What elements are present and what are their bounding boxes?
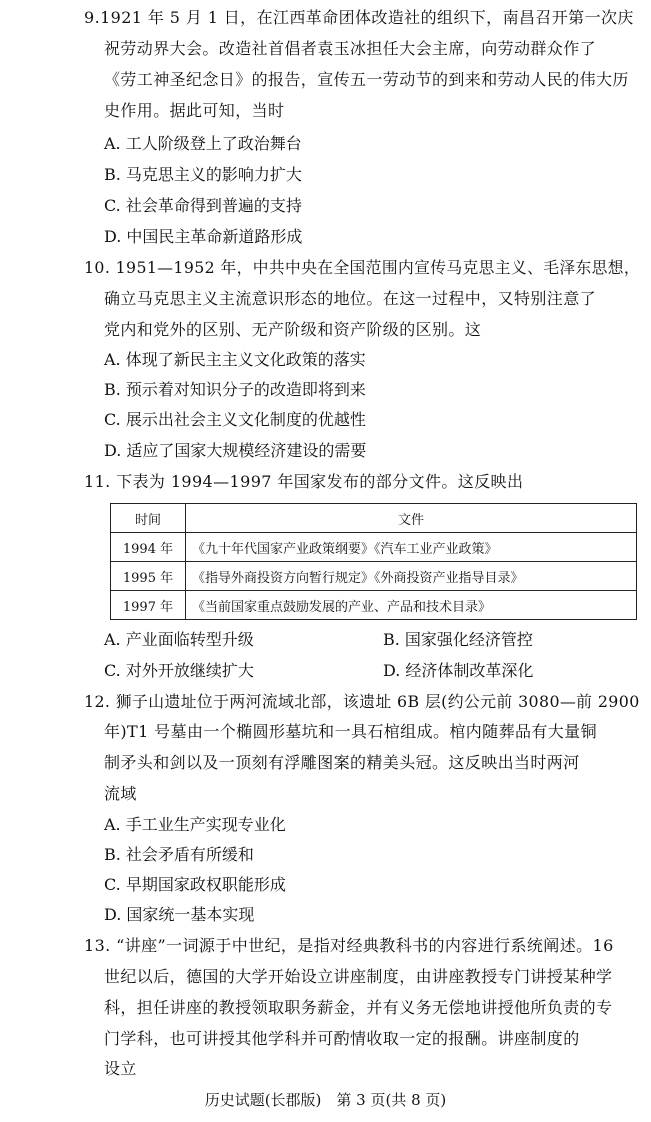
- documents-table: [110, 503, 637, 620]
- table-cell: 1994 年: [111, 533, 186, 562]
- question-line: 党内和党外的区别、无产阶级和资产阶级的区别。这: [104, 320, 482, 339]
- table-cell: 1995 年: [111, 562, 186, 591]
- option-b: B. 马克思主义的影响力扩大: [104, 165, 302, 184]
- option-d: D. 适应了国家大规模经济建设的需要: [104, 441, 367, 460]
- question-line: 流域: [104, 784, 137, 803]
- table-header-row: [111, 504, 637, 533]
- table-row: [111, 562, 637, 591]
- question-line: 门学科，也可讲授其他学科并可酌情收取一定的报酬。讲座制度的: [104, 1029, 580, 1048]
- table-cell: 《当前国家重点鼓励发展的产业、产品和技术目录》: [186, 591, 637, 620]
- question-line: 科，担任讲座的教授领取职务薪金，并有义务无偿地讲授他所负责的专: [104, 998, 613, 1017]
- table-row: [111, 533, 637, 562]
- option-b: B. 预示着对知识分子的改造即将到来: [104, 380, 366, 399]
- table-cell: 《九十年代国家产业政策纲要》《汽车工业产业政策》: [186, 533, 637, 562]
- option-d: D. 经济体制改革深化: [383, 661, 534, 680]
- question-line: 11. 下表为 1994—1997 年国家发布的部分文件。这反映出: [84, 472, 524, 491]
- question-line: 史作用。据此可知，当时: [104, 101, 285, 120]
- table-header: 文件: [186, 504, 637, 533]
- table-cell: 1997 年: [111, 591, 186, 620]
- option-a: A. 手工业生产实现专业化: [104, 815, 286, 834]
- question-line: 10. 1951—1952 年，中共中央在全国范围内宣传马克思主义、毛泽东思想，: [84, 258, 641, 277]
- option-b: B. 国家强化经济管控: [383, 630, 533, 649]
- table-row: [111, 591, 637, 620]
- table-header: 时间: [111, 504, 186, 533]
- option-c: C. 对外开放继续扩大: [104, 661, 254, 680]
- option-a: A. 体现了新民主主义文化政策的落实: [104, 350, 366, 369]
- question-line: 制矛头和剑以及一顶刻有浮雕图案的精美头冠。这反映出当时两河: [104, 753, 580, 772]
- option-b: B. 社会矛盾有所缓和: [104, 845, 254, 864]
- question-line: 13. “讲座”一词源于中世纪，是指对经典教科书的内容进行系统阐述。16: [84, 936, 614, 955]
- option-d: D. 国家统一基本实现: [104, 905, 255, 924]
- option-d: D. 中国民主革命新道路形成: [104, 227, 303, 246]
- question-line: 《劳工神圣纪念日》的报告，宣传五一劳动节的到来和劳动人民的伟大历: [104, 70, 629, 89]
- option-c: C. 社会革命得到普遍的支持: [104, 196, 302, 215]
- option-c: C. 早期国家政权职能形成: [104, 875, 286, 894]
- question-line: 设立: [104, 1059, 137, 1078]
- page-footer: 历史试题(长郡版) 第 3 页(共 8 页): [204, 1091, 447, 1109]
- question-line: 年)T1 号墓由一个椭圆形墓坑和一具石棺组成。棺内随葬品有大量铜: [104, 722, 597, 741]
- question-line: 12. 狮子山遗址位于两河流域北部，该遗址 6B 层(约公元前 3080—前 2900: [84, 692, 640, 711]
- option-c: C. 展示出社会主义文化制度的优越性: [104, 410, 366, 429]
- question-line: 祝劳动界大会。改造社首倡者袁玉冰担任大会主席，向劳动群众作了: [104, 39, 597, 58]
- question-line: 9.1921 年 5 月 1 日，在江西革命团体改造社的组织下，南昌召开第一次庆: [84, 8, 634, 27]
- question-line: 世纪以后，德国的大学开始设立讲座制度，由讲座教授专门讲授某种学: [104, 967, 613, 986]
- option-a: A. 产业面临转型升级: [104, 630, 254, 649]
- question-line: 确立马克思主义主流意识形态的地位。在这一过程中，又特别注意了: [104, 289, 597, 308]
- option-a: A. 工人阶级登上了政治舞台: [104, 134, 302, 153]
- table-cell: 《指导外商投资方向暂行规定》《外商投资产业指导目录》: [186, 562, 637, 591]
